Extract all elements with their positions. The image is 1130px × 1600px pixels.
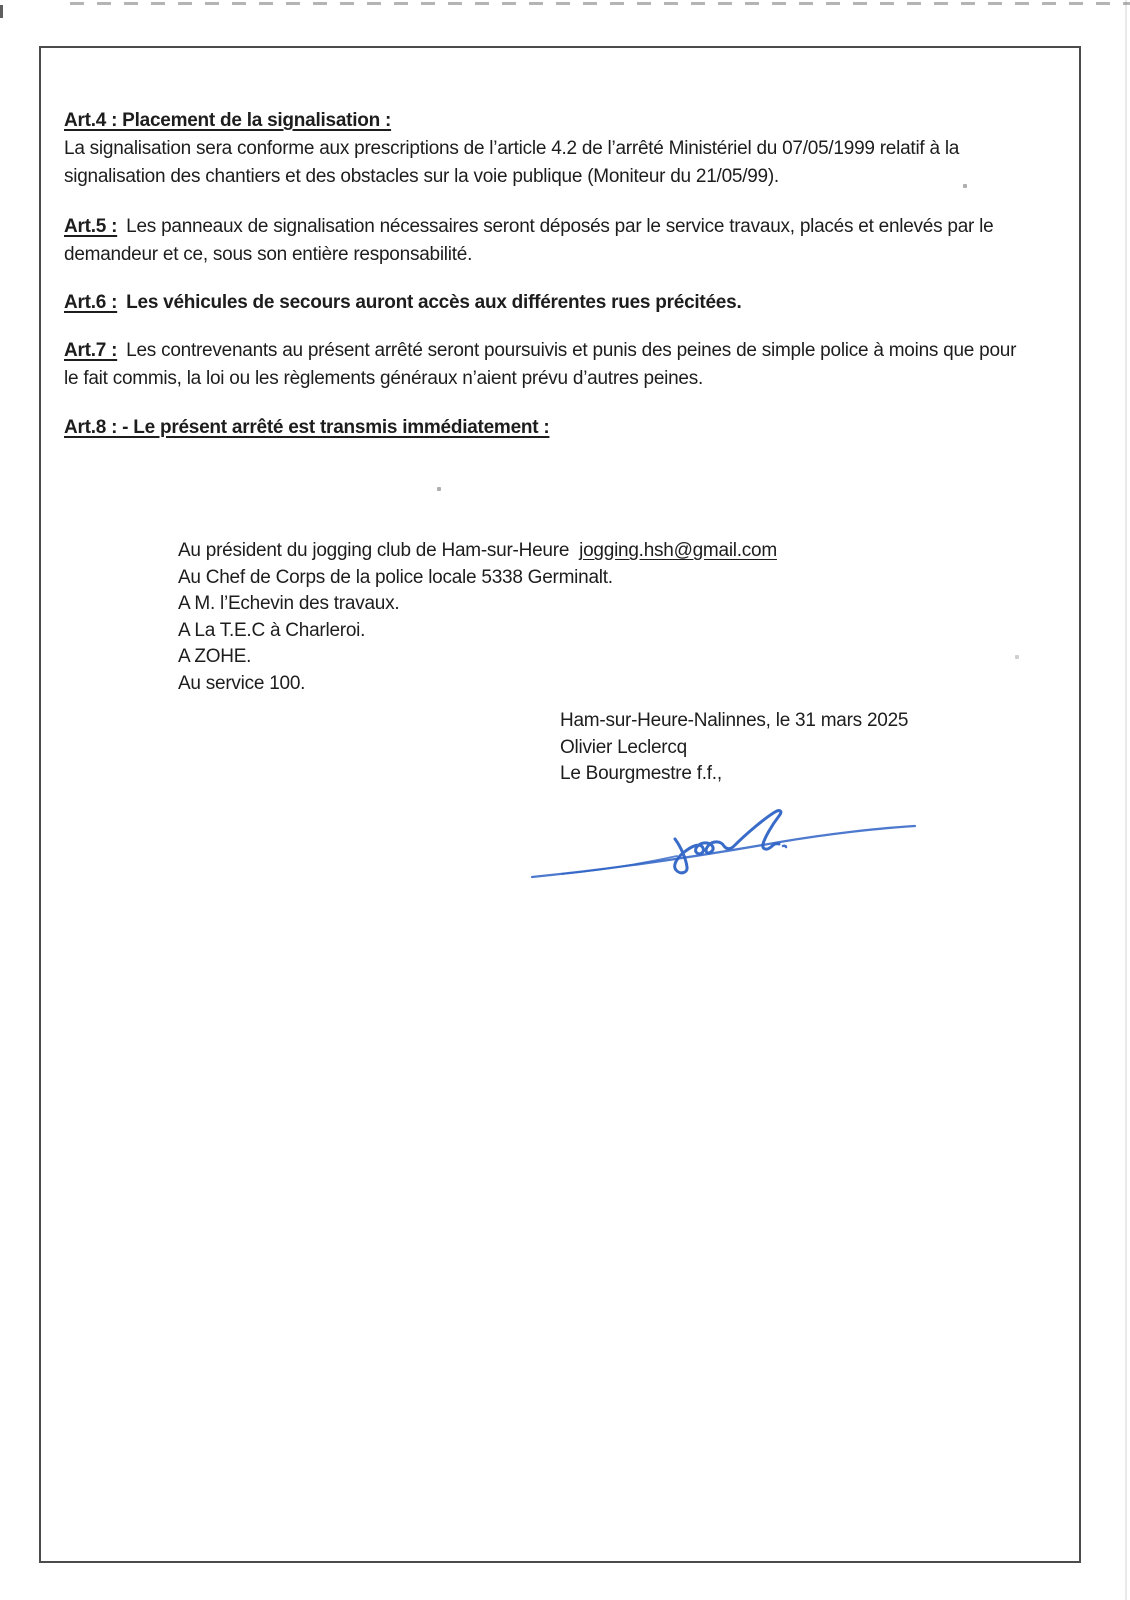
signature-svg bbox=[512, 786, 927, 881]
article-4-heading: Art.4 : Placement de la signalisation : bbox=[64, 110, 392, 131]
recipient-item-president bbox=[178, 538, 777, 565]
recipient-item-tec: A La T.E.C à Charleroi. bbox=[178, 619, 366, 641]
scan-artifact-top bbox=[70, 2, 1130, 5]
recipient-item-service-100: Au service 100. bbox=[178, 672, 306, 694]
article-7-line-2: le fait commis, la loi ou les règlements généraux n’aient prévu d’autres peines. bbox=[64, 368, 704, 389]
recipient-item-police: Au Chef de Corps de la police locale 5338 Germinalt. bbox=[178, 566, 613, 588]
scan-artifact-right bbox=[1125, 0, 1127, 1600]
article-4-line-2: signalisation des chantiers et des obstacles sur la voie publique (Moniteur du 21/05/99). bbox=[64, 166, 779, 187]
email-text: jogging.hsh@gmail.com bbox=[579, 540, 777, 561]
article-7-line-1: Les contrevenants au présent arrêté seront poursuivis et punis des peines de simple police à moins que pour bbox=[126, 340, 1017, 361]
article-6-label: Art.6 : bbox=[64, 292, 118, 313]
signer-name: Olivier Leclercq bbox=[560, 736, 687, 758]
article-5-line-1: Les panneaux de signalisation nécessaires seront déposés par le service travaux, placés et enlevés par le bbox=[126, 216, 994, 237]
recipient-item-zohe: A ZOHE. bbox=[178, 646, 252, 667]
signoff-block bbox=[560, 708, 908, 788]
article-8 bbox=[64, 414, 1054, 442]
article-7-label: Art.7 : bbox=[64, 340, 118, 361]
recipient-item-echevin: A M. l’Echevin des travaux. bbox=[178, 593, 400, 614]
scan-artifact-left bbox=[0, 5, 3, 18]
signer-title: Le Bourgmestre f.f., bbox=[560, 763, 722, 784]
article-8-heading: Art.8 : - Le présent arrêté est transmis immédiatement : bbox=[64, 417, 550, 438]
article-7 bbox=[64, 337, 1054, 393]
document-body bbox=[64, 107, 1054, 442]
signoff-place-date: Ham-sur-Heure-Nalinnes, le 31 mars 2025 bbox=[560, 710, 909, 731]
article-5-line-2: demandeur et ce, sous son entière responsabilité. bbox=[64, 244, 473, 265]
article-4 bbox=[64, 107, 1054, 191]
article-4-line-1: La signalisation sera conforme aux prescriptions de l’article 4.2 de l’arrêté Ministériel du 07/05/1999 relatif à la bbox=[64, 138, 960, 159]
article-5 bbox=[64, 213, 1054, 269]
article-6 bbox=[64, 289, 1054, 317]
article-5-label: Art.5 : bbox=[64, 216, 118, 237]
recipient-president-text: Au président du jogging club de Ham-sur-Heure bbox=[178, 540, 570, 561]
recipient-list bbox=[178, 538, 777, 697]
article-6-line-1: Les véhicules de secours auront accès aux différentes rues précitées. bbox=[126, 292, 742, 313]
signature-strokes bbox=[532, 811, 915, 877]
signature-image bbox=[512, 786, 927, 881]
